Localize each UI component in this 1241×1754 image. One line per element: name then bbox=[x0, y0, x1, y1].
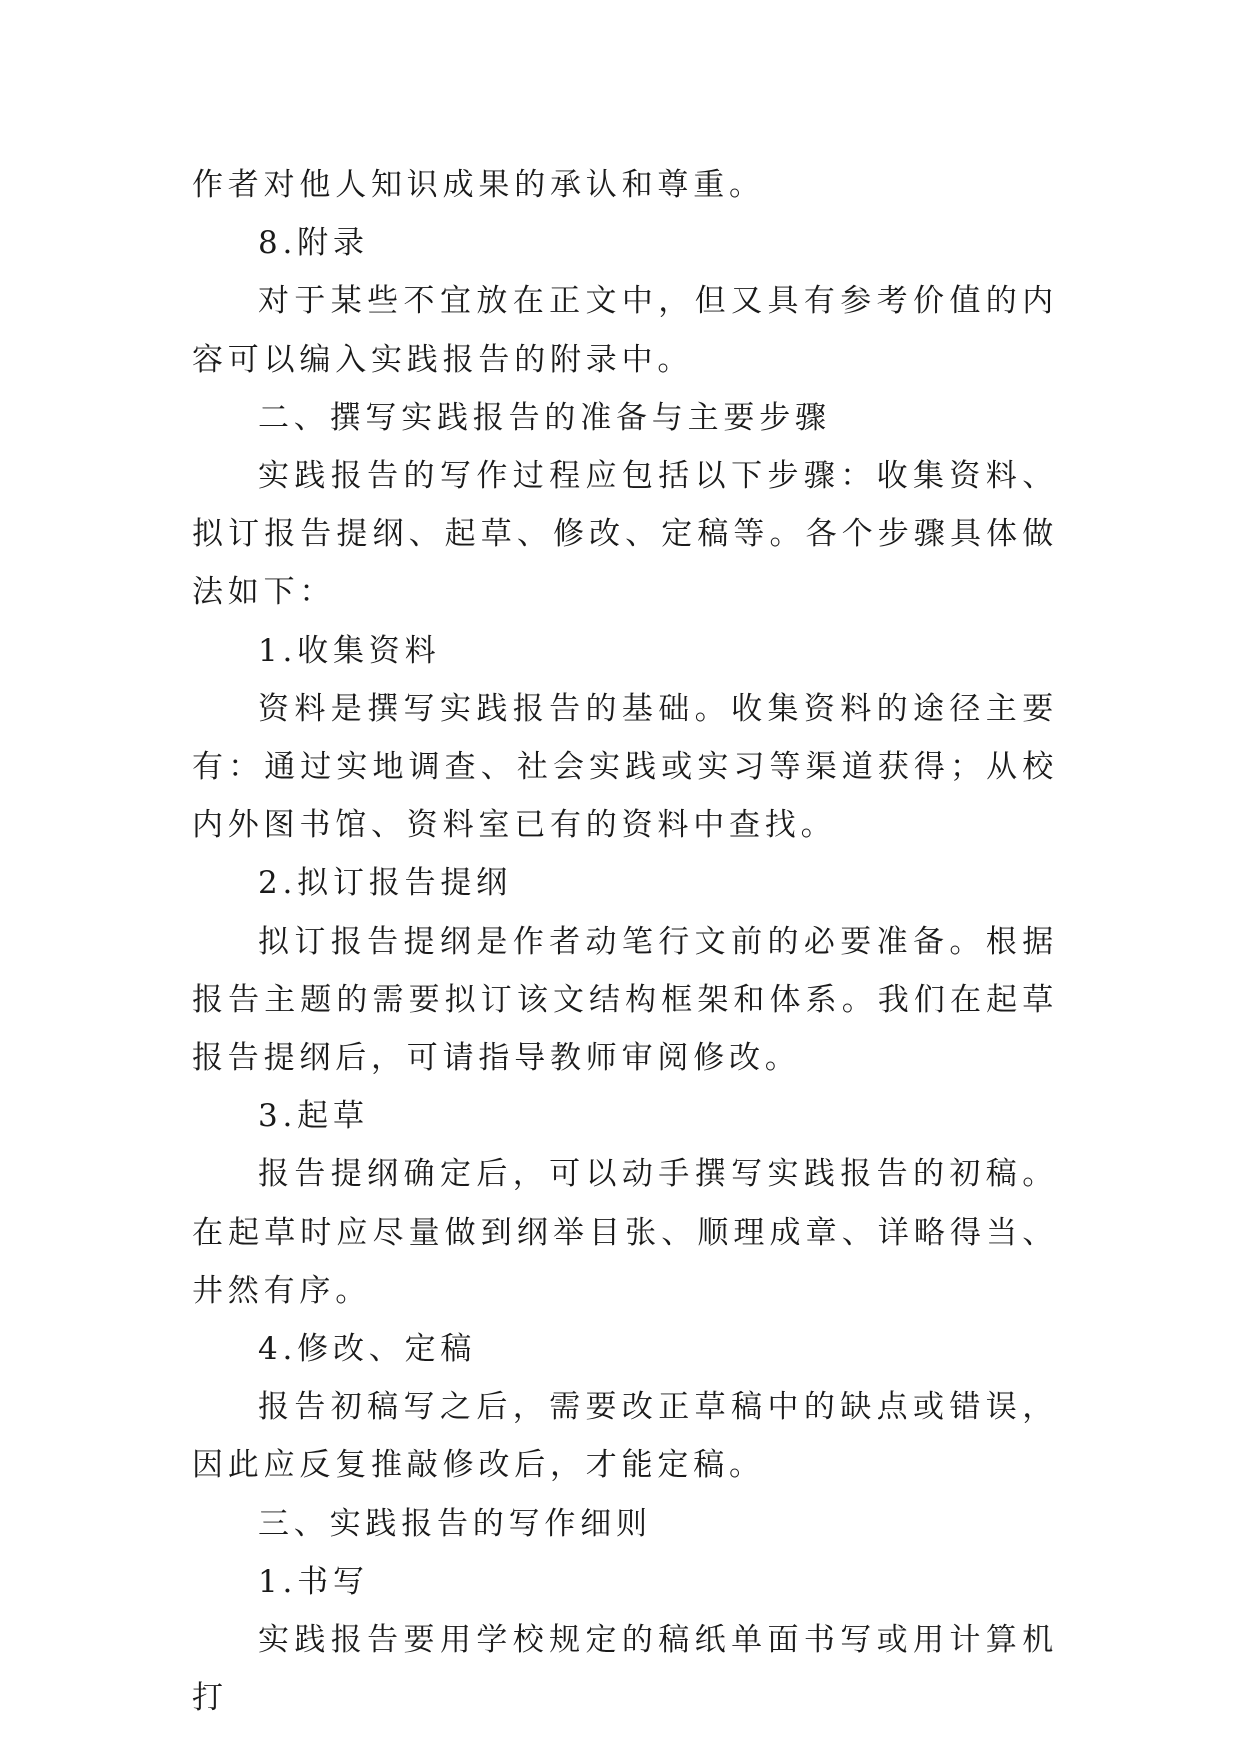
paragraph: 对于某些不宜放在正文中，但又具有参考价值的内容可以编入实践报告的附录中。 bbox=[192, 283, 1058, 378]
paragraph: 拟订报告提纲是作者动笔行文前的必要准备。根据报告主题的需要拟订该文结构框架和体系。我们在起草报告提纲后，可请指导教师审阅修改。 bbox=[192, 923, 1058, 1077]
paragraph: 资料是撰写实践报告的基础。收集资料的途径主要有：通过实地调查、社会实践或实习等渠道获得；从校内外图书馆、资料室已有的资料中查找。 bbox=[192, 690, 1058, 844]
paragraph: 实践报告的写作过程应包括以下步骤：收集资料、拟订报告提纲、起草、修改、定稿等。各个步骤具体做法如下： bbox=[192, 458, 1058, 611]
section-heading: 2.拟订报告提纲 bbox=[258, 865, 512, 902]
section-heading: 二、撰写实践报告的准备与主要步骤 bbox=[258, 399, 831, 436]
section-heading: 3.起草 bbox=[258, 1098, 369, 1135]
section-heading: 1.收集资料 bbox=[258, 632, 441, 669]
paragraph: 作者对他人知识成果的承认和尊重。 bbox=[192, 167, 765, 203]
paragraph: 报告初稿写之后，需要改正草稿中的缺点或错误，因此应反复推敲修改后，才能定稿。 bbox=[192, 1389, 1058, 1484]
document-body bbox=[192, 156, 1058, 1727]
section-heading: 1.书写 bbox=[258, 1563, 369, 1600]
section-heading: 8.附录 bbox=[258, 225, 369, 262]
paragraph: 报告提纲确定后，可以动手撰写实践报告的初稿。在起草时应尽量做到纲举目张、顺理成章、详略得当、井然有序。 bbox=[192, 1156, 1058, 1309]
paragraph: 实践报告要用学校规定的稿纸单面书写或用计算机打 bbox=[192, 1622, 1058, 1717]
section-heading: 三、实践报告的写作细则 bbox=[258, 1505, 652, 1542]
section-heading: 4.修改、定稿 bbox=[258, 1331, 477, 1368]
